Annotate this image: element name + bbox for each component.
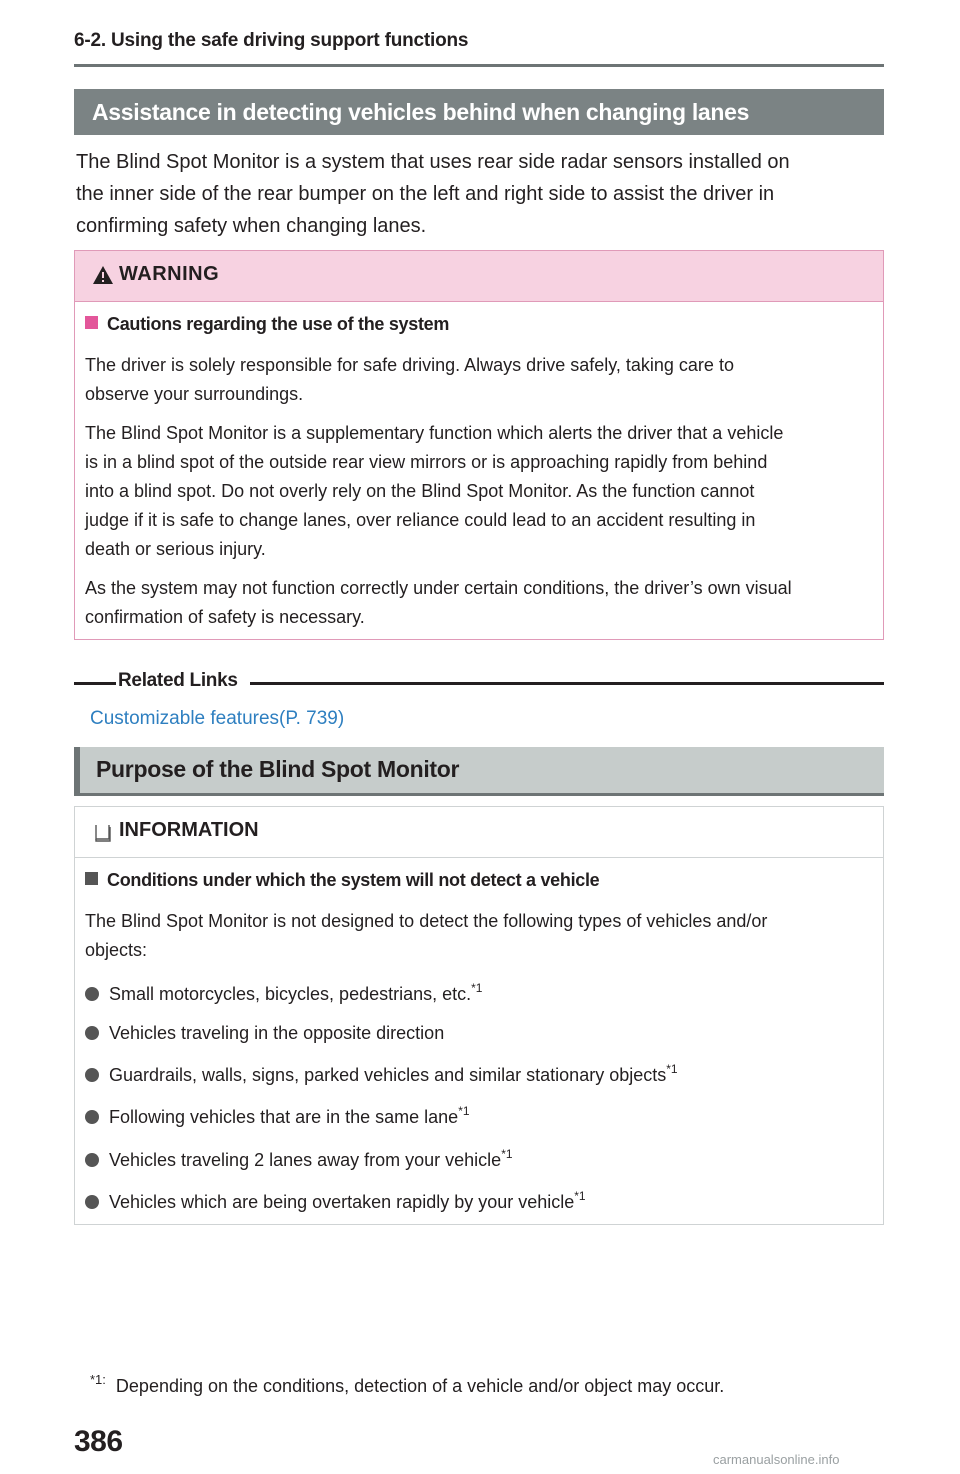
- bullet-dot-icon: [85, 1026, 99, 1040]
- bullet-dot-icon: [85, 1110, 99, 1124]
- information-header: [75, 807, 883, 858]
- warning-subhead: [85, 314, 449, 335]
- information-box: [74, 806, 884, 1225]
- square-bullet-icon: [85, 872, 98, 885]
- text-line: As the system may not function correctly under certain conditions, the driver’s own visual: [85, 578, 792, 598]
- warning-subhead-text: Cautions regarding the use of the system: [107, 314, 450, 334]
- square-bullet-icon: [85, 316, 98, 329]
- footnote-text: Depending on the conditions, detection of a vehicle and/or object may occur.: [115, 1376, 725, 1396]
- warning-header: [75, 251, 883, 302]
- section-label: 6-2. Using the safe driving support functions: [74, 30, 469, 51]
- related-links-rule-left: [74, 682, 116, 685]
- text-line: judge if it is safe to change lanes, over reliance could lead to an accident resulting in: [85, 510, 756, 530]
- bullet-dot-icon: [85, 987, 99, 1001]
- header-rule: [74, 64, 884, 67]
- warning-title: WARNING: [119, 263, 220, 285]
- warning-paragraph: [85, 419, 875, 564]
- section-heading-purpose: [74, 747, 884, 793]
- purpose-title: Purpose of the Blind Spot Monitor: [96, 756, 460, 782]
- bullet-dot-icon: [85, 1153, 99, 1167]
- section-heading-lane-change: Assistance in detecting vehicles behind when changing lanes: [74, 89, 884, 135]
- bullet-dot-icon: [85, 1195, 99, 1209]
- warning-paragraph: [85, 351, 875, 409]
- list-item: Guardrails, walls, signs, parked vehicles and similar stationary objects$^{*1}$: [85, 1063, 678, 1087]
- intro-line: The Blind Spot Monitor is a system that uses rear side radar sensors installed on: [76, 151, 790, 173]
- text-line: into a blind spot. Do not overly rely on the Blind Spot Monitor. As the function cannot: [85, 481, 755, 501]
- information-subhead-text: Conditions under which the system will not detect a vehicle: [107, 870, 600, 890]
- text-line: objects:: [85, 940, 148, 960]
- purpose-rule: [74, 793, 884, 796]
- text-line: The driver is solely responsible for safe driving. Always drive safely, taking care to: [85, 355, 734, 375]
- text-line: observe your surroundings.: [85, 384, 304, 404]
- related-links-rule-right: [250, 682, 884, 685]
- text-line: The Blind Spot Monitor is a supplementary function which alerts the driver that a vehicle: [85, 423, 784, 443]
- warning-triangle-icon: [92, 265, 114, 285]
- information-intro: [85, 907, 875, 965]
- customizable-features-link[interactable]: Customizable features(P. 739): [90, 708, 345, 729]
- text-line: confirmation of safety is necessary.: [85, 607, 365, 627]
- list-item: Following vehicles that are in the same lane$^{*1}$: [85, 1105, 470, 1129]
- warning-box: [74, 250, 884, 640]
- list-item: Small motorcycles, bicycles, pedestrians, etc.$^{*1}$: [85, 982, 482, 1006]
- warning-paragraph: [85, 574, 875, 632]
- list-item: Vehicles which are being overtaken rapidly by your vehicle$^{*1}$: [85, 1190, 586, 1214]
- page-number: 386: [74, 1425, 123, 1458]
- text-line: The Blind Spot Monitor is not designed to detect the following types of vehicles and/or: [85, 911, 768, 931]
- text-line: is in a blind spot of the outside rear view mirrors or is approaching rapidly from behind: [85, 452, 768, 472]
- information-subhead: [85, 870, 599, 891]
- list-item: Vehicles traveling 2 lanes away from your vehicle$^{*1}$: [85, 1148, 513, 1172]
- intro-line: the inner side of the rear bumper on the left and right side to assist the driver in: [76, 183, 775, 205]
- related-links-label: Related Links: [118, 670, 238, 691]
- information-title: INFORMATION: [119, 819, 259, 841]
- footnote-mark: *1:: [90, 1372, 106, 1387]
- bullet-dot-icon: [85, 1068, 99, 1082]
- intro-line: confirming safety when changing lanes.: [76, 215, 427, 237]
- text-line: death or serious injury.: [85, 539, 266, 559]
- watermark: carmanualsonline.info: [713, 1452, 840, 1467]
- list-item: Vehicles traveling in the opposite direction: [85, 1021, 444, 1045]
- footnote: [90, 1372, 725, 1397]
- intro-paragraph: [76, 146, 876, 242]
- book-icon: [93, 823, 113, 843]
